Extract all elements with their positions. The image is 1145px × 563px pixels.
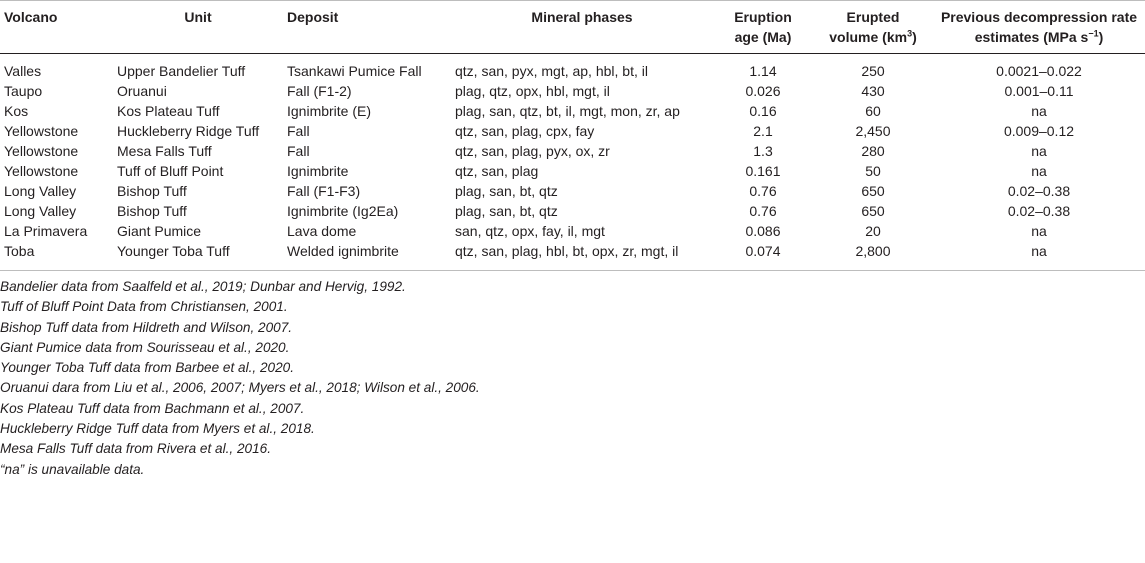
cell-minerals: plag, san, qtz, bt, il, mgt, mon, zr, ap xyxy=(455,103,680,119)
footnote: Giant Pumice data from Sourisseau et al., 2020. xyxy=(0,339,290,355)
cell-minerals: san, qtz, opx, fay, il, mgt xyxy=(455,223,605,239)
cell-unit: Upper Bandelier Tuff xyxy=(117,63,246,79)
cell-volcano: Yellowstone xyxy=(4,163,79,179)
cell-age: 0.074 xyxy=(745,243,781,259)
cell-age: 0.086 xyxy=(745,223,781,239)
cell-age: 0.161 xyxy=(745,163,781,179)
table-row xyxy=(0,101,1145,121)
footnote: “na” is unavailable data. xyxy=(0,461,145,477)
footnote: Huckleberry Ridge Tuff data from Myers et al., 2018. xyxy=(0,421,315,437)
cell-age: 1.14 xyxy=(749,63,777,79)
cell-rate: 0.0021–0.022 xyxy=(996,63,1082,79)
table-header xyxy=(0,1,1145,54)
header-erupted-volume: Erupted volume $(km^3)$ xyxy=(813,1,933,54)
cell-deposit: Ignimbrite xyxy=(287,163,349,179)
footnote: Younger Toba Tuff data from Barbee et al., 2020. xyxy=(0,360,294,376)
cell-volcano: Yellowstone xyxy=(4,123,79,139)
cell-volume: 20 xyxy=(865,223,881,239)
cell-rate: na xyxy=(1031,143,1047,159)
cell-volcano: Long Valley xyxy=(4,183,77,199)
header-mineral-phases: Mineral phases xyxy=(451,1,713,54)
table-row xyxy=(0,181,1145,201)
volcano-data-table xyxy=(0,0,1145,271)
cell-minerals: plag, san, bt, qtz xyxy=(455,203,558,219)
footnote: Tuff of Bluff Point Data from Christiansen, 2001. xyxy=(0,299,288,315)
cell-age: 0.76 xyxy=(749,183,777,199)
cell-age: 2.1 xyxy=(753,123,773,139)
cell-unit: Younger Toba Tuff xyxy=(117,243,230,259)
cell-volume: 50 xyxy=(865,163,881,179)
cell-age: 1.3 xyxy=(753,143,773,159)
cell-age: 0.76 xyxy=(749,203,777,219)
footnote: Mesa Falls Tuff data from Rivera et al., 2016. xyxy=(0,441,271,457)
cell-rate: na xyxy=(1031,103,1047,119)
table-row xyxy=(0,81,1145,101)
cell-deposit: Welded ignimbrite xyxy=(287,243,399,259)
cell-volume: 430 xyxy=(861,83,885,99)
cell-rate: na xyxy=(1031,243,1047,259)
header-eruption-age: Eruption age (Ma) xyxy=(713,1,813,54)
cell-minerals: qtz, san, plag xyxy=(455,163,539,179)
cell-volume: 650 xyxy=(861,203,885,219)
cell-volcano: Kos xyxy=(4,103,29,119)
cell-volume: 2,450 xyxy=(855,123,891,139)
cell-rate: 0.02–0.38 xyxy=(1007,203,1071,219)
cell-deposit: Fall xyxy=(287,123,310,139)
cell-unit: Oruanui xyxy=(117,83,167,99)
cell-volume: 2,800 xyxy=(855,243,891,259)
cell-rate: 0.001–0.11 xyxy=(1004,83,1074,99)
cell-deposit: Ignimbrite (Ig2Ea) xyxy=(287,203,399,219)
cell-volcano: Valles xyxy=(4,63,42,79)
table-body xyxy=(0,54,1145,271)
cell-minerals: qtz, san, plag, pyx, ox, zr xyxy=(455,143,610,159)
footnote: Bandelier data from Saalfeld et al., 2019; Dunbar and Hervig, 1992. xyxy=(0,279,406,294)
header-deposit: Deposit xyxy=(283,1,451,54)
header-unit: Unit xyxy=(113,1,283,54)
cell-volcano: Toba xyxy=(4,243,35,259)
header-decompression-rate: Previous decompression rate estimates (MPa $s^{-1}$) xyxy=(933,1,1145,54)
cell-volcano: La Primavera xyxy=(4,223,88,239)
cell-volcano: Yellowstone xyxy=(4,143,79,159)
cell-age: 0.16 xyxy=(749,103,777,119)
cell-unit: Kos Plateau Tuff xyxy=(117,103,220,119)
cell-minerals: plag, qtz, opx, hbl, mgt, il xyxy=(455,83,610,99)
cell-volume: 280 xyxy=(861,143,885,159)
cell-rate: 0.02–0.38 xyxy=(1007,183,1071,199)
table-row xyxy=(0,221,1145,241)
cell-unit: Giant Pumice xyxy=(117,223,202,239)
cell-deposit: Fall xyxy=(287,143,310,159)
cell-volume: 250 xyxy=(861,63,885,79)
footnote: Oruanui dara from Liu et al., 2006, 2007; Myers et al., 2018; Wilson et al., 2006. xyxy=(0,380,480,396)
cell-deposit: Tsankawi Pumice Fall xyxy=(287,63,422,79)
table-row xyxy=(0,141,1145,161)
cell-volcano: Long Valley xyxy=(4,203,77,219)
cell-volcano: Taupo xyxy=(4,83,43,99)
table-row xyxy=(0,161,1145,181)
footnote: Kos Plateau Tuff data from Bachmann et al., 2007. xyxy=(0,400,305,416)
cell-deposit: Lava dome xyxy=(287,223,357,239)
header-volcano: Volcano xyxy=(0,1,113,54)
cell-volume: 650 xyxy=(861,183,885,199)
cell-deposit: Fall (F1-F3) xyxy=(287,183,361,199)
cell-unit: Bishop Tuff xyxy=(117,183,187,199)
cell-minerals: plag, san, bt, qtz xyxy=(455,183,558,199)
cell-rate: 0.009–0.12 xyxy=(1003,123,1075,139)
cell-deposit: Fall (F1-2) xyxy=(287,83,352,99)
table-row xyxy=(0,54,1145,82)
cell-deposit: Ignimbrite (E) xyxy=(287,103,372,119)
footnote: Bishop Tuff data from Hildreth and Wilson, 2007. xyxy=(0,319,293,335)
cell-rate: na xyxy=(1031,163,1047,179)
table-row xyxy=(0,241,1145,271)
cell-minerals: qtz, san, plag, cpx, fay xyxy=(455,123,595,139)
cell-age: 0.026 xyxy=(745,83,781,99)
cell-minerals: qtz, san, pyx, mgt, ap, hbl, bt, il xyxy=(455,63,648,79)
table-footnotes xyxy=(0,271,1145,480)
cell-volume: 60 xyxy=(865,103,881,119)
cell-unit: Mesa Falls Tuff xyxy=(117,143,212,159)
table-row xyxy=(0,201,1145,221)
cell-unit: Tuff of Bluff Point xyxy=(117,163,224,179)
cell-unit: Bishop Tuff xyxy=(117,203,187,219)
cell-minerals: qtz, san, plag, hbl, bt, opx, zr, mgt, il xyxy=(455,243,679,259)
cell-unit: Huckleberry Ridge Tuff xyxy=(117,123,260,139)
cell-rate: na xyxy=(1031,223,1047,239)
table-row xyxy=(0,121,1145,141)
